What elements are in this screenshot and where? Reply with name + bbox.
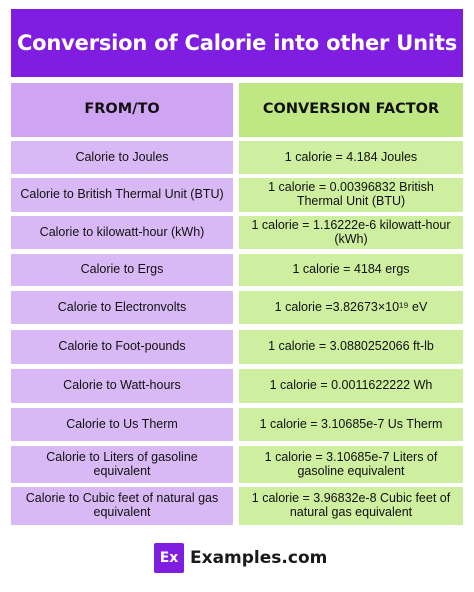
- brand-logo: [154, 543, 327, 573]
- brand-name: Examples.com: [190, 548, 328, 568]
- row-from: Calorie to British Thermal Unit (BTU): [11, 178, 233, 212]
- row-from: Calorie to Cubic feet of natural gas equivalent: [11, 487, 233, 525]
- table-row: [11, 330, 463, 364]
- table-row: [11, 369, 463, 403]
- row-from: Calorie to Us Therm: [11, 408, 233, 441]
- table-row: [11, 216, 463, 249]
- row-from: Calorie to Electronvolts: [11, 291, 233, 324]
- row-from: Calorie to Joules: [11, 141, 233, 174]
- row-factor: 1 calorie =3.82673×10¹⁹ eV: [239, 291, 463, 324]
- row-factor: 1 calorie = 0.00396832 British Thermal Unit (BTU): [239, 178, 463, 212]
- row-from: Calorie to Watt-hours: [11, 369, 233, 403]
- table-row: [11, 178, 463, 212]
- table-row: [11, 254, 463, 286]
- table-row: [11, 408, 463, 441]
- row-from: Calorie to kilowatt-hour (kWh): [11, 216, 233, 249]
- header-from-to: FROM/TO: [11, 83, 233, 137]
- row-factor: 1 calorie = 0.0011622222 Wh: [239, 369, 463, 403]
- row-factor: 1 calorie = 4184 ergs: [239, 254, 463, 286]
- row-factor: 1 calorie = 3.10685e-7 Liters of gasoline equivalent: [239, 446, 463, 483]
- page-title: Conversion of Calorie into other Units: [16, 31, 458, 55]
- table-row: [11, 446, 463, 483]
- row-from: Calorie to Foot-pounds: [11, 330, 233, 364]
- row-from: Calorie to Liters of gasoline equivalent: [11, 446, 233, 483]
- row-from: Calorie to Ergs: [11, 254, 233, 286]
- title-banner: [11, 9, 463, 77]
- table-row: [11, 291, 463, 324]
- row-factor: 1 calorie = 3.96832e-8 Cubic feet of natural gas equivalent: [239, 487, 463, 525]
- row-factor: 1 calorie = 4.184 Joules: [239, 141, 463, 174]
- table-row: [11, 141, 463, 174]
- brand-badge: Ex: [154, 543, 184, 573]
- table-row: [11, 487, 463, 525]
- header-conversion-factor: CONVERSION FACTOR: [239, 83, 463, 137]
- row-factor: 1 calorie = 3.10685e-7 Us Therm: [239, 408, 463, 441]
- row-factor: 1 calorie = 1.16222e-6 kilowatt-hour (kWh): [239, 216, 463, 249]
- table-header: [11, 83, 463, 137]
- row-factor: 1 calorie = 3.0880252066 ft-lb: [239, 330, 463, 364]
